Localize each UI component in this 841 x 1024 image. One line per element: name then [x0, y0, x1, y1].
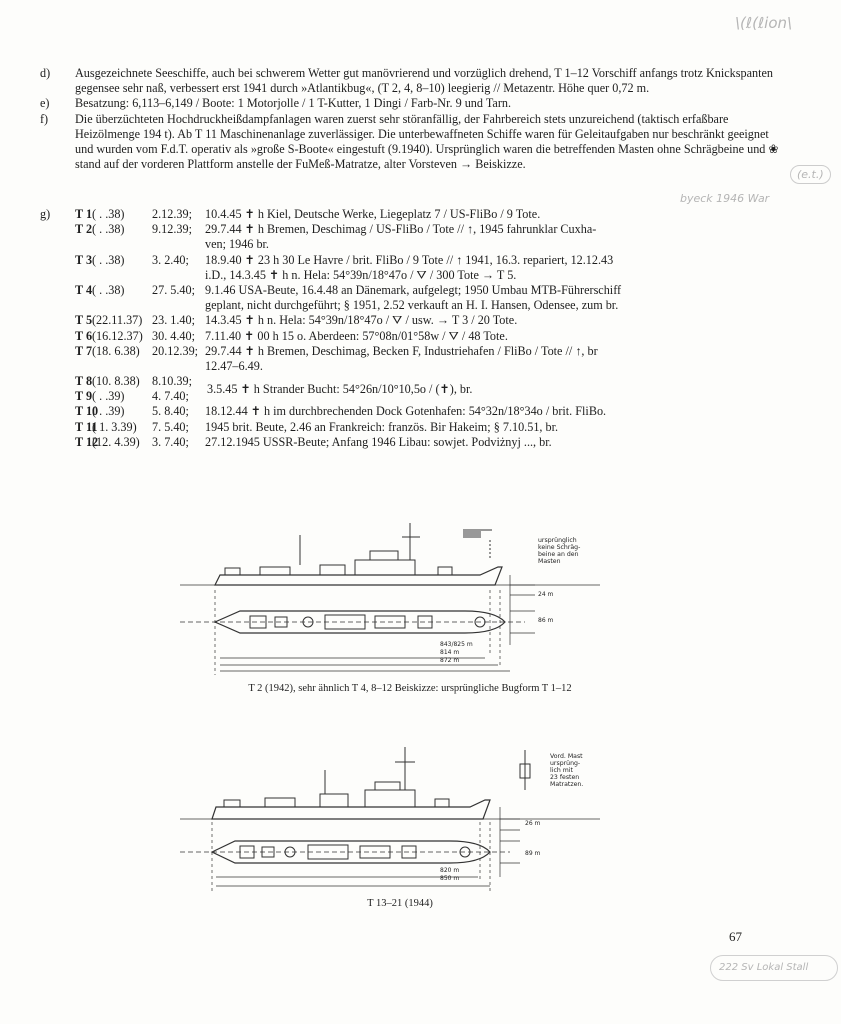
- beam-dimension: 24 m: [538, 591, 554, 598]
- history-row: [75, 283, 790, 298]
- build-date: ( . .38): [92, 207, 125, 221]
- build-date: (22.11.37): [92, 313, 143, 328]
- note-text: Ausgezeichnete Seeschiffe, auch bei schwerem Wetter gut manövrierend und vorzüglich drehend, T 1–12 Vorschiff anfangs trotz Knickspanten gegensee sehr naß, verbessert erst 1941 durch »Atlantikbug«, (T 2, 4, 8–10) leegierig // Metazentr. Höhe quer 0,72 m.: [75, 66, 774, 96]
- length-dimensions: [440, 641, 473, 665]
- ship-drawing-t13: [180, 742, 600, 892]
- history-row-continuation: i.D., 14.3.45 ✝ h n. Hela: 54°39n/18°47o / ⛛ / 300 Tote → T 5.: [205, 267, 517, 282]
- ship-name: T 4: [75, 282, 93, 297]
- note-letter: d): [40, 66, 51, 80]
- ship-drawing-t2: [180, 515, 600, 675]
- launch-date: 30. 4.40;: [152, 328, 195, 343]
- build-date: ( . .38): [92, 222, 125, 237]
- ship-name: T 6: [75, 328, 93, 343]
- merged-fate-text: 3.5.45 ✝ h Strander Bucht: 54°26n/10°10,5o / (✝), br.: [207, 382, 473, 397]
- build-date: (12. 4.39): [92, 434, 140, 449]
- annotation-line: ursprüng-: [550, 760, 581, 767]
- annotation-line: lich mit: [550, 767, 573, 774]
- pencil-note-top: \(ℓ(ℓion\: [735, 14, 793, 32]
- build-date: ( . .39): [92, 404, 125, 419]
- ship-history-table: [75, 207, 790, 450]
- draft-dimension: 86 m: [538, 617, 554, 624]
- fate-text: 27.12.1945 USSR-Beute; Anfang 1946 Libau: sowjet. Podviżnyj ..., br.: [205, 434, 552, 449]
- figure2-caption: T 13–21 (1944): [367, 898, 433, 909]
- build-date: ( . .38): [92, 282, 125, 297]
- build-date: ( . .39): [92, 389, 125, 404]
- beam-dimension: 26 m: [525, 820, 541, 827]
- fate-text: 1945 brit. Beute, 2.46 an Frankreich: französ. Bir Hakeim; § 7.10.51, br.: [205, 419, 559, 434]
- pencil-note-ship: byeck 1946 War: [680, 192, 770, 205]
- note-text: Besatzung: 6,113–6,149 / Boote: 1 Motorjolle / 1 T-Kutter, 1 Dingi / Farb-Nr. 9 und Tarn.: [75, 96, 512, 111]
- draft-dimension: 89 m: [525, 850, 541, 857]
- length-label: 850 m: [440, 875, 460, 882]
- launch-date: 23. 1.40;: [152, 313, 195, 328]
- page-number: 67: [729, 929, 742, 944]
- annotation-line: keine Schräg-: [538, 544, 581, 551]
- launch-date: 4. 7.40;: [152, 389, 189, 404]
- pencil-stamp: 222 Sv Lokal Stall: [710, 955, 838, 981]
- note-text: Die überzüchteten Hochdruckheißdampfanlagen waren zuerst sehr störanfällig, der Fahrbereich stets unzureichend (taktisch erfaßbare Heizölmenge 194 t). Ab T 11 Maschinenanlage zuverlässiger. Die unterbewaffneten Schiffe waren für Geleitaufgaben nur beschränkt geeignet und wurden vom F.d.T. operativ als »große S-Boote« eingestuft (9.1940). Ursprünglich waren die betreffenden Masten ohne Schrägbeine und ❀ stand auf der vorderen Plattform anstelle der FuMeß-Matratze, alter Vorsteven → Beiskizze.: [75, 111, 779, 172]
- note-d: [40, 66, 785, 96]
- fate-text: 18.12.44 ✝ h im durchbrechenden Dock Gotenhafen: 54°32n/18°34o / brit. FliBo.: [205, 404, 607, 419]
- annotation-line: Matratzen.: [550, 781, 584, 788]
- history-row: [75, 222, 790, 237]
- history-letter: g): [40, 207, 51, 221]
- ship-name: T 3: [75, 252, 93, 267]
- ship-name: T 7: [75, 343, 93, 358]
- build-date: (16.12.37): [92, 328, 143, 343]
- length-label: 843/825 m: [440, 641, 473, 648]
- ship-name: T 2: [75, 222, 93, 237]
- note-letter: f): [40, 111, 49, 126]
- history-row: [75, 435, 790, 450]
- notes-block: [40, 66, 785, 172]
- ship-name: T 11: [75, 419, 98, 434]
- length-label: 820 m: [440, 867, 460, 874]
- build-date: (18. 6.38): [92, 343, 140, 358]
- note-e: [40, 96, 785, 111]
- launch-date: 9.12.39;: [152, 222, 192, 237]
- note-letter: e): [40, 96, 50, 111]
- fate-text: 10.4.45 ✝ h Kiel, Deutsche Werke, Liegeplatz 7 / US-FliBo / 9 Tote.: [205, 207, 541, 221]
- history-row-continuation: ven; 1946 br.: [205, 237, 269, 252]
- history-row: [75, 420, 790, 435]
- figure1-annotation: [538, 537, 580, 565]
- history-row-continuation: geplant, nicht durchgeführt; § 1951, 2.52 verkauft an H. I. Hansen, Odensee, zum br.: [205, 298, 619, 313]
- fate-text: 29.7.44 ✝ h Bremen, Deschimag / US-FliBo / Tote // ↑, 1945 fahrunklar Cuxha-: [205, 222, 597, 237]
- ship-name: T 10: [75, 404, 99, 419]
- history-merged-row: [75, 374, 790, 404]
- launch-date: 27. 5.40;: [152, 282, 195, 297]
- history-row: [75, 389, 205, 404]
- ship-name: T 5: [75, 313, 93, 328]
- pencil-note-margin: (e.t.): [790, 165, 831, 184]
- fate-text: 29.7.44 ✝ h Bremen, Deschimag, Becken F, Industriehafen / FliBo / Tote // ↑, br: [205, 343, 598, 358]
- ship-name: T 9: [75, 389, 93, 404]
- ship-name: T 1: [75, 207, 93, 221]
- ship-name: T 8: [75, 374, 93, 389]
- length-dimensions: [440, 867, 459, 883]
- launch-date: 5. 8.40;: [152, 404, 189, 419]
- annotation-line: Masten: [538, 558, 561, 565]
- history-row: [75, 404, 790, 419]
- figure2-annotation: [550, 753, 583, 788]
- history-row: [75, 344, 790, 359]
- launch-date: 2.12.39;: [152, 207, 192, 221]
- length-label: 872 m: [440, 657, 460, 664]
- annotation-line: beine an den: [538, 551, 579, 558]
- history-row: [75, 374, 205, 389]
- history-row: [75, 329, 790, 344]
- length-label: 814 m: [440, 649, 460, 656]
- annotation-line: 23 festen: [550, 774, 580, 781]
- note-f: [40, 112, 785, 173]
- launch-date: 20.12.39;: [152, 343, 199, 358]
- fate-text: 9.1.46 USA-Beute, 16.4.48 an Dänemark, aufgelegt; 1950 Umbau MTB-Führerschiff: [205, 282, 622, 297]
- launch-date: 7. 5.40;: [152, 419, 189, 434]
- fate-text: 7.11.40 ✝ 00 h 15 o. Aberdeen: 57°08n/01°58w / ⛛ / 48 Tote.: [205, 328, 508, 343]
- fate-text: 18.9.40 ✝ 23 h 30 Le Havre / brit. FliBo / 9 Tote // ↑ 1941, 16.3. repariert, 12.12.43: [205, 252, 614, 267]
- annotation-line: Vord. Mast: [550, 753, 583, 760]
- ship-name: T 12: [75, 434, 99, 449]
- fate-text: 14.3.45 ✝ h n. Hela: 54°39n/18°47o / ⛛ / usw. → T 3 / 20 Tote.: [205, 313, 518, 328]
- build-date: (10. 8.38): [92, 374, 140, 389]
- annotation-line: ursprünglich: [538, 537, 577, 544]
- history-row: [75, 207, 790, 222]
- launch-date: 3. 7.40;: [152, 434, 189, 449]
- history-row: [75, 313, 790, 328]
- history-row: [75, 253, 790, 268]
- launch-date: 3. 2.40;: [152, 252, 189, 267]
- history-row-continuation: 12.47–6.49.: [205, 358, 263, 373]
- build-date: ( . .38): [92, 252, 125, 267]
- build-date: ( 1. 3.39): [92, 419, 137, 434]
- launch-date: 8.10.39;: [152, 374, 192, 389]
- figure1-caption: T 2 (1942), sehr ähnlich T 4, 8–12 Beiskizze: ursprüngliche Bugform T 1–12: [248, 683, 572, 694]
